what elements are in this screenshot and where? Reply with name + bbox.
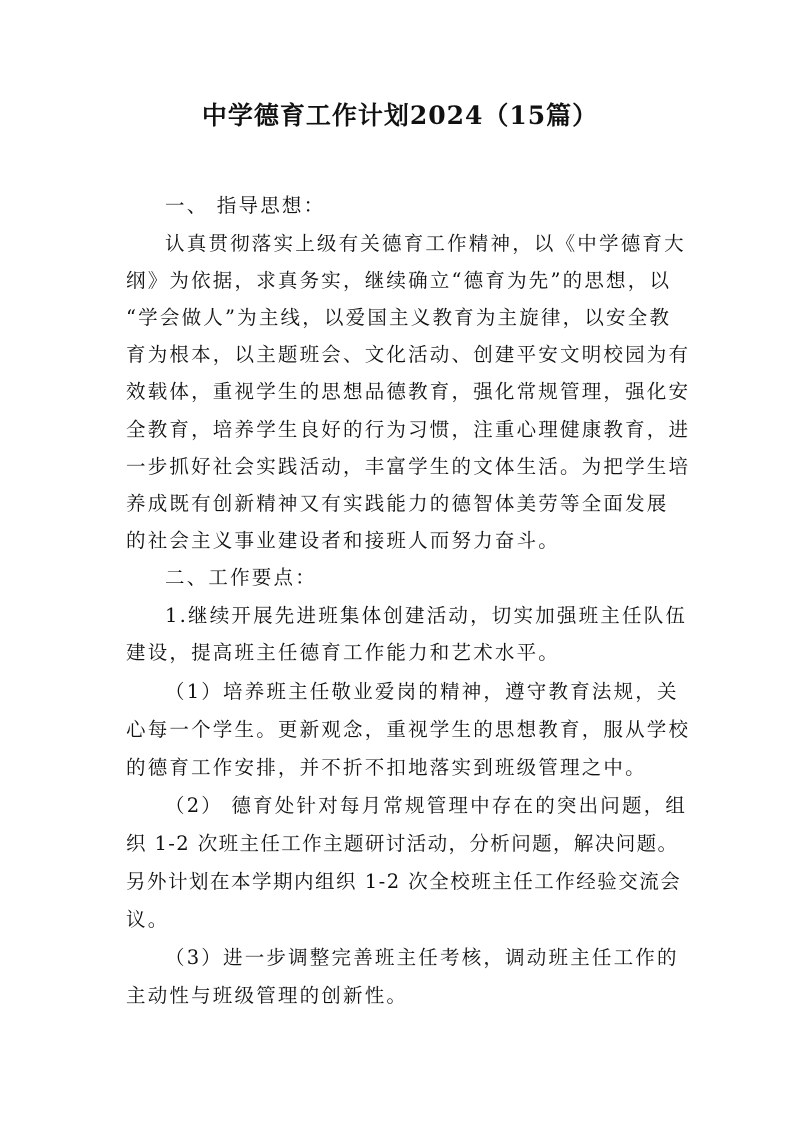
paragraph-line: 织 1-2 次班主任工作主题研讨活动，分析问题，解决问题。 [126, 832, 679, 855]
paragraph-line: 全教育，培养学生良好的行为习惯，注重心理健康教育，进 [126, 418, 691, 441]
paragraph-line: 育为根本，以主题班会、文化活动、创建平安文明校园为有 [126, 343, 691, 366]
paragraph-line: 的德育工作安排，并不折不扣地落实到班级管理之中。 [126, 756, 647, 779]
paragraph-line: 建设，提高班主任德育工作能力和艺术水平。 [126, 641, 561, 664]
section-heading: 一、 指导思想： [165, 194, 326, 217]
paragraph-line: 主动性与班级管理的创新性。 [126, 984, 409, 1007]
paragraph-line: 认真贯彻落实上级有关德育工作精神，以《中学德育大 [165, 232, 686, 255]
document-title: 中学德育工作计划2024（15篇） [201, 101, 599, 130]
paragraph-line: 另外计划在本学期内组织 1-2 次全校班主任工作经验交流会 [126, 870, 682, 893]
paragraph-line: 心每一个学生。更新观念，重视学生的思想教育，服从学校 [126, 718, 691, 741]
paragraph-line: 纲》为依据，求真务实，继续确立“德育为先”的思想，以 [126, 269, 672, 292]
paragraph-line: 1.继续开展先进班集体创建活动，切实加强班主任队伍 [165, 604, 688, 627]
paragraph-line: 议。 [126, 908, 170, 931]
section-heading: 二、工作要点： [165, 566, 317, 589]
paragraph-line: 的社会主义事业建设者和接班人而努力奋斗。 [126, 529, 561, 552]
paragraph-line: “学会做人”为主线，以爱国主义教育为主旋律，以安全教 [126, 306, 672, 329]
paragraph-line: 效载体，重视学生的思想品德教育，强化常规管理，强化安 [126, 380, 691, 403]
paragraph-line: （1）培养班主任敬业爱岗的精神，遵守教育法规，关 [165, 680, 679, 703]
paragraph-line: （2） 德育处针对每月常规管理中存在的突出问题，组 [165, 794, 688, 817]
paragraph-line: 养成既有创新精神又有实践能力的德智体美劳等全面发展 [126, 492, 669, 515]
paragraph-line: （3）进一步调整完善班主任考核，调动班主任工作的 [165, 946, 679, 969]
paragraph-line: 一步抓好社会实践活动，丰富学生的文体生活。为把学生培 [126, 455, 691, 478]
